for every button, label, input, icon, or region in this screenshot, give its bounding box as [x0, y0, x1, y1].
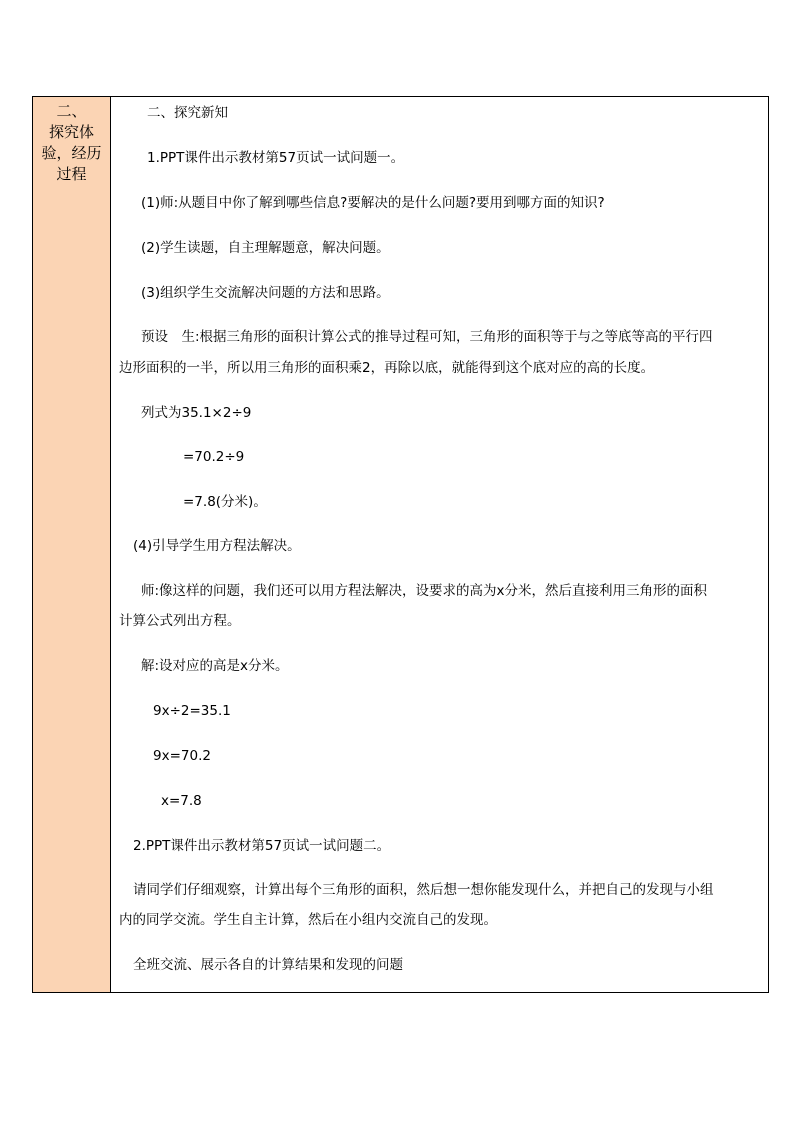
paragraph-8: 2.PPT课件出示教材第57页试一试问题二。: [133, 838, 391, 854]
paragraph-4: (3)组织学生交流解决问题的方法和思路。: [141, 285, 390, 301]
equation-line-1: 列式为35.1×2÷9: [141, 405, 252, 421]
paragraph-10: 全班交流、展示各自的计算结果和发现的问题: [133, 957, 403, 973]
stage-line-4: 过程: [56, 165, 87, 183]
paragraph-9-line-2: 内的同学交流。学生自主计算，然后在小组内交流自己的发现。: [119, 912, 497, 928]
equation-line-3: =7.8(分米)。: [183, 494, 267, 510]
solution-line-1: 9x÷2=35.1: [153, 703, 231, 719]
stage-line-1: 二、: [56, 102, 87, 120]
solution-intro: 解:设对应的高是x分米。: [141, 658, 289, 674]
paragraph-5-line-1: 预设 生:根据三角形的面积计算公式的推导过程可知，三角形的面积等于与之等底等高的平行四: [141, 329, 713, 345]
paragraph-6: (4)引导学生用方程法解决。: [133, 538, 301, 554]
stage-line-2: 探究体: [48, 123, 94, 141]
paragraph-9-line-1: 请同学们仔细观察，计算出每个三角形的面积，然后想一想你能发现什么，并把自己的发现与小组: [133, 882, 714, 898]
stage-line-3: 验，经历: [41, 144, 102, 162]
solution-line-3: x=7.8: [161, 793, 202, 809]
stage-cell: [33, 97, 111, 992]
paragraph-7-line-2: 计算公式列出方程。: [119, 613, 241, 629]
paragraph-1: 1.PPT课件出示教材第57页试一试问题一。: [147, 150, 405, 166]
paragraph-3: (2)学生读题，自主理解题意，解决问题。: [141, 240, 390, 256]
solution-line-2: 9x=70.2: [153, 748, 211, 764]
section-heading: 二、探究新知: [147, 105, 228, 121]
paragraph-2: (1)师:从题目中你了解到哪些信息?要解决的是什么问题?要用到哪方面的知识?: [141, 195, 605, 211]
equation-line-2: =70.2÷9: [183, 449, 245, 465]
lesson-table: [32, 96, 769, 993]
paragraph-5-line-2: 边形面积的一半，所以用三角形的面积乘2，再除以底，就能得到这个底对应的高的长度。: [119, 360, 655, 376]
paragraph-7-line-1: 师:像这样的问题，我们还可以用方程法解决，设要求的高为x分米，然后直接利用三角形的面积: [141, 583, 708, 599]
content-cell: [111, 97, 768, 992]
